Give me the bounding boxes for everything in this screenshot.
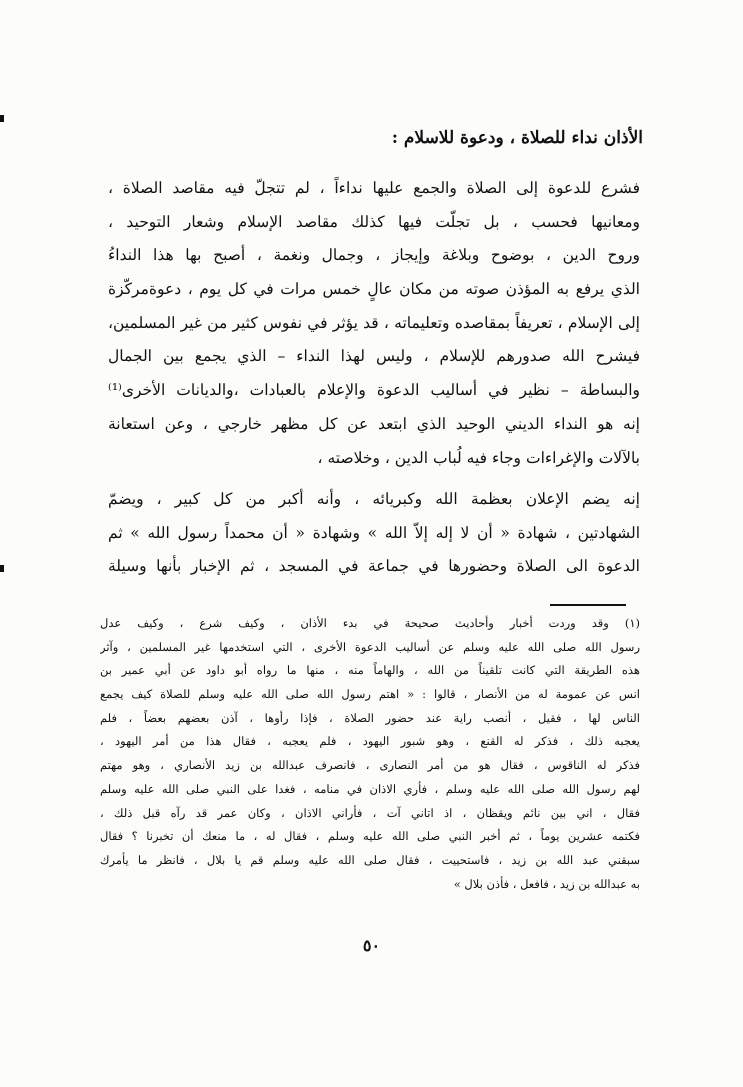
footnote-line: هذه الطريقة التي كانت تلقيناً من الله ، والهاماً منه ، منها ما رواه أبو داود عن أبي عمير بن <box>100 663 640 678</box>
footnote-line: فكتمه عشرين يوماً ، ثم أخبر النبي صلى الله عليه وسلم ، فقال له ، ما منعك أن تخبرنا ؟ فقال <box>100 829 640 844</box>
text-line: بالآلات والإغراءات وجاء فيه لُباب الدين ، وخلاصته ، <box>317 448 640 467</box>
text-line: إنه يضم الإعلان بعظمة الله وكبريائه ، وأنه أكبر من كل كبير ، ويضمّ <box>108 490 640 508</box>
footnote-line: به عبدالله بن زيد ، فافعل ، فأذن بلال » <box>453 876 640 891</box>
text-line: والبساطة – نظير في أساليب الدعوة والإعلام بالعبادات ،والديانات الأخرى⁽¹⁾ <box>108 381 640 400</box>
paragraph-2 <box>108 483 640 584</box>
footnote-line: فذكر له الناقوس ، فقال هو من أمر النصارى ، فانصرف عبدالله بن زيد الأنصاري ، وهو مهتم <box>100 758 640 773</box>
footnote-line: يعجبه ذلك ، فذكر له القنع ، وهو شبور اليهود ، فلم يعجبه ، فقال هذا من أمر اليهود ، <box>100 734 640 749</box>
footnote-line: الناس لها ، فقيل ، أنصب راية عند حضور الصلاة ، فإذا رأوها ، آذن بعضهم بعضاً ، فلم <box>100 710 640 725</box>
page-number: ٥٠ <box>362 936 381 955</box>
footnote-separator <box>550 604 626 606</box>
footnote-line: لهم رسول الله صلى الله عليه وسلم ، فأري الاذان في منامه ، فغدا على النبي صلى الله عليه وسلم <box>100 781 640 796</box>
text-line: وروح الدين ، بوضوح وبلاغة وإيجاز ، وجمال ونغمة ، أصبح بها هذا النداءُ <box>108 246 640 265</box>
footnote <box>100 612 640 896</box>
scan-edge-mark <box>0 115 4 122</box>
text-line: إنه هو النداء الديني الوحيد الذي ابتعد عن كل مظهر خارجي ، وعن استعانة <box>108 414 640 433</box>
footnote-line: فقال ، اني بين نائم ويقظان ، اذ اتاني آت ، فأراني الاذان ، وكان عمر قد رآه قبل ذلك ، <box>100 805 640 820</box>
text-line: إلى الإسلام ، تعريفاً بمقاصده وتعليماته ، قد يؤثر في نفوس كثير من غير المسلمين، <box>108 313 640 332</box>
text-line: فيشرح الله صدورهم للإسلام ، وليس لهذا النداء – الذي يجمع بين الجمال <box>108 347 640 366</box>
footnote-line: رسول الله صلى الله عليه وسلم عن أساليب الدعوة الأخرى ، التي استخدمها غير المسلمين ، وآثر <box>100 639 640 654</box>
footnote-line: انس عن عمومة له من الأنصار ، قالوا : « اهتم رسول الله صلى الله عليه وسلم للصلاة كيف يجمع <box>100 687 640 702</box>
text-line: ومعانيها فحسب ، بل تجلّت فيها كذلك مقاصد الإسلام وشعار التوحيد ، <box>108 212 640 231</box>
text-line: الشهادتين ، شهادة « أن لا إله إلاّ الله » وشهادة « أن محمداً رسول الله » ثم <box>108 523 640 542</box>
text-line: الذي يرفع به المؤذن صوته من مكان عالٍ خمس مرات في كل يوم ، دعوةمركّزة <box>108 280 640 299</box>
scan-edge-mark <box>0 565 4 572</box>
text-line: الدعوة الى الصلاة وحضورها في جماعة في المسجد ، ثم الإخبار بأنها وسيلة <box>108 557 640 576</box>
footnote-line: (١) وقد وردت أخبار وأحاديث صحيحة في بدء الأذان ، وكيف شرع ، وكيف عدل <box>100 616 640 630</box>
section-heading: الأذان نداء للصلاة ، ودعوة للاسلام : <box>391 128 643 148</box>
paragraph-1 <box>108 172 640 475</box>
text-line: فشرع للدعوة إلى الصلاة والجمع عليها نداءاً ، لم تتجلّ فيه مقاصد الصلاة ، <box>108 179 640 197</box>
footnote-line: سبقني عبد الله بن زيد ، فاستحييت ، فقال صلى الله عليه وسلم قم يا بلال ، فانظر ما يأمرك <box>100 852 640 867</box>
